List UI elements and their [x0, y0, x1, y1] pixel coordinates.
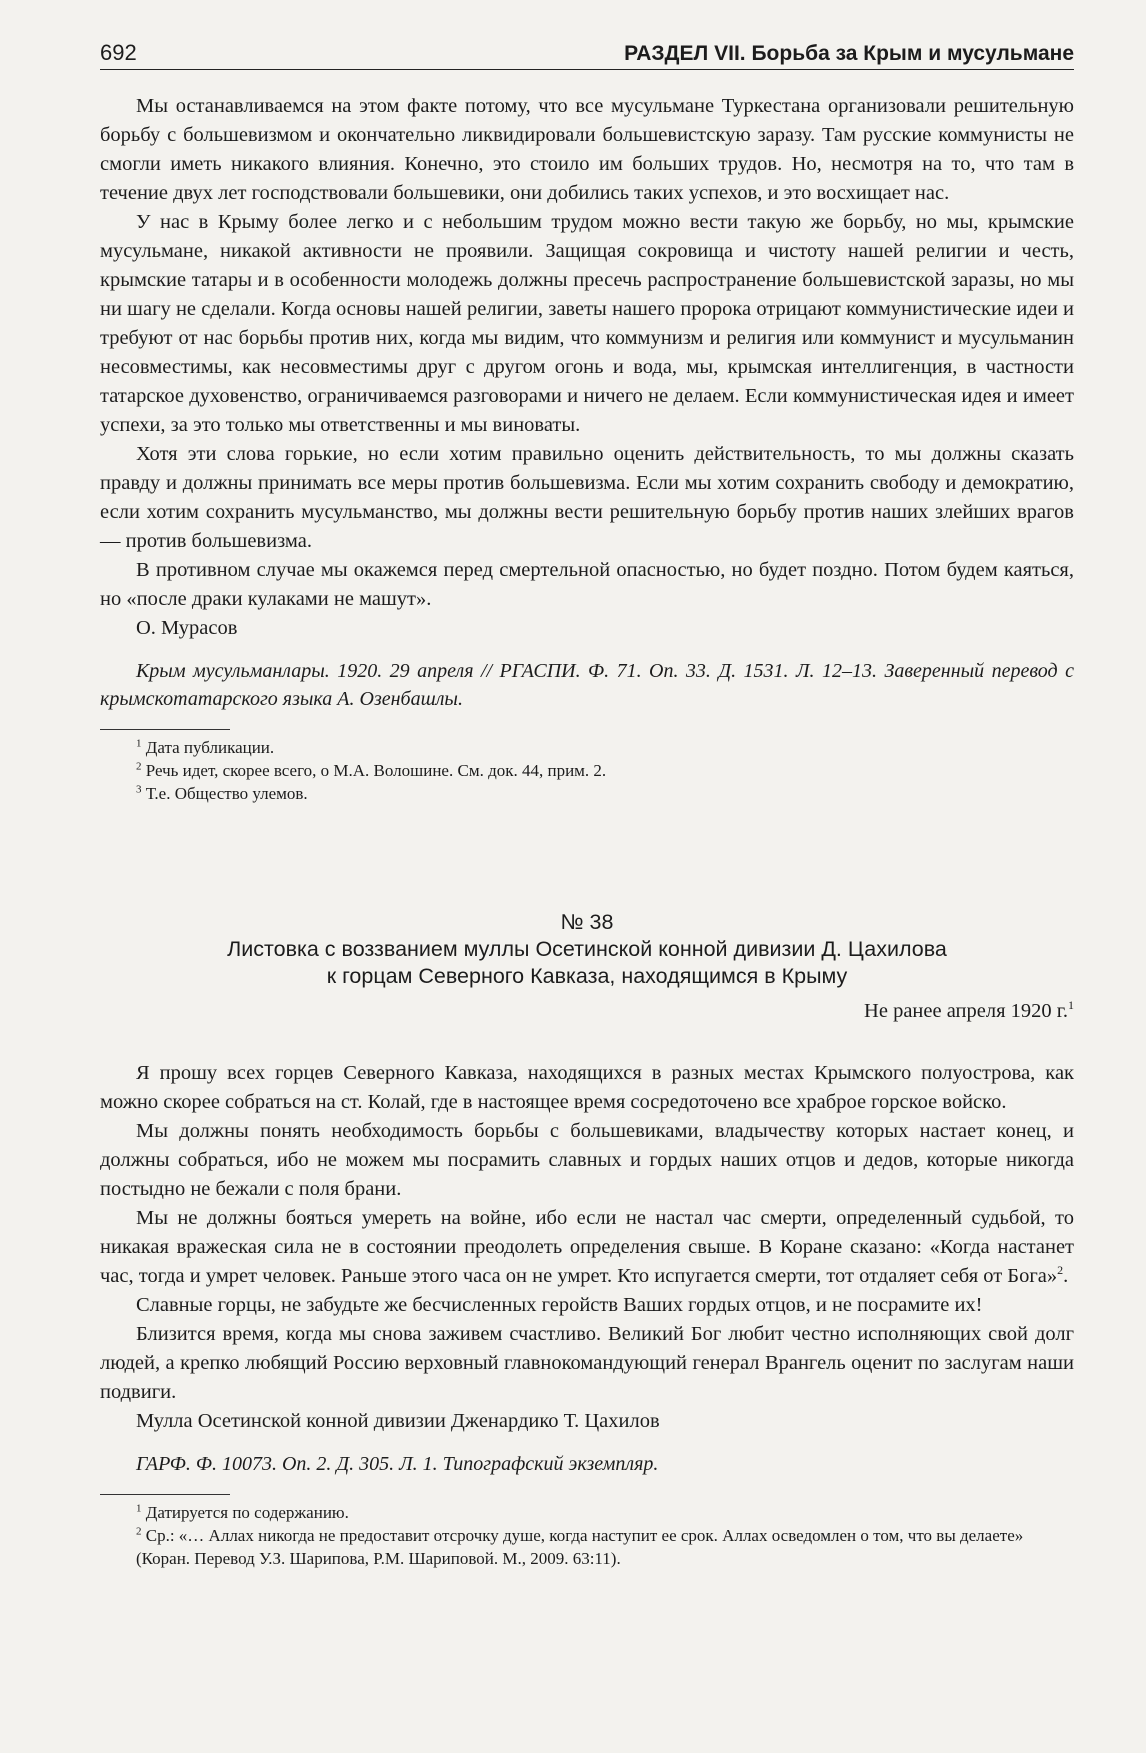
paragraph: Я прошу всех горцев Северного Кавказа, находящихся в разных местах Крымского полуострова, как можно скорее собраться на ст. Колай, где в настоящее время сосредоточено все храброе горское войско. [100, 1062, 1074, 1113]
previous-document-text [100, 92, 1074, 805]
footnote: $^3$ Т.е. Общество улемов. [136, 783, 308, 803]
footnote-divider [100, 1494, 230, 1495]
signature: Мулла Осетинской конной дивизии Дженардико Т. Цахилов [136, 1410, 660, 1432]
page-number: 692 [100, 40, 137, 65]
paragraph: Близится время, когда мы снова заживем счастливо. Великий Бог любит честно исполняющих свой долг людей, а крепко любящий Россию верховный главнокомандующий генерал Врангель оценит по заслугам наши подвиги. [100, 1323, 1074, 1403]
document-title-line: к горцам Северного Кавказа, находящимся в Крыму [326, 964, 848, 988]
document-title-line: Листовка с воззванием муллы Осетинской конной дивизии Д. Цахилова [227, 937, 947, 961]
paragraph: В противном случае мы окажемся перед смертельной опасностью, но будет поздно. Потом будем каяться, но «после драки кулаками не машут». [100, 559, 1074, 610]
paragraph: Мы останавливаемся на этом факте потому, что все мусульмане Туркестана организовали решительную борьбу с большевизмом и окончательно ликвидировали большевистскую заразу. Там русские коммунисты не смогли иметь никакого влияния. Конечно, это стоило им больших трудов. Но, несмотря на то, что там в течение двух лет господствовали большевики, они добились таких успехов, и это восхищает нас. [100, 95, 1074, 204]
paragraph: Мы не должны бояться умереть на войне, ибо если не настал час смерти, определенный судьбой, то никакая вражеская сила не в состоянии преодолеть определения свыше. В Коране сказано: «Когда настанет час, тогда и умрет человек. Раньше этого часа он не умрет. Кто испугается смерти, тот отдаляет себя от Бога»$^2$. [100, 1207, 1074, 1287]
archival-source: Крым мусульманлары. 1920. 29 апреля // РГАСПИ. Ф. 71. Оп. 33. Д. 1531. Л. 12–13. Заверенный перевод с крымскотатарского языка А. Озенбашлы. [100, 660, 1074, 710]
paragraph: Славные горцы, не забудьте же бесчисленных геройств Ваших гордых отцов, и не посрамите их! [136, 1294, 983, 1316]
running-head: РАЗДЕЛ VII. Борьба за Крым и мусульмане [624, 42, 1074, 65]
document-number: № 38 [560, 910, 614, 934]
footnote: $^1$ Дата публикации. [136, 737, 275, 757]
document-text [100, 1059, 1074, 1570]
footnote: $^1$ Датируется по содержанию. [136, 1502, 349, 1522]
footnote: $^2$ Ср.: «… Аллах никогда не предоставит отсрочку душе, когда наступит ее срок. Аллах осведомлен о том, что вы делаете» (Коран. Перевод У.З. Шарипова, Р.М. Шариповой. М., 2009. 63:11). [136, 1525, 1024, 1568]
signature: О. Мурасов [136, 617, 238, 639]
paragraph: Мы должны понять необходимость борьбы с большевиками, владычеству которых настает конец, и должны собраться, ибо не можем мы посрамить славных и гордых наших отцов и дедов, которые никогда постыдно не бежали с поля брани. [100, 1120, 1074, 1200]
document-heading [100, 909, 1074, 990]
page-header [100, 40, 1074, 70]
document-date: Не ранее апреля 1920 г.$^1$ [864, 998, 1074, 1022]
paragraph: Хотя эти слова горькие, но если хотим правильно оценить действительность, то мы должны сказать правду и должны принимать все меры против большевизма. Если мы хотим сохранить свободу и демократию, если хотим сохранить мусульманство, мы должны вести решительную борьбу против наших злейших врагов — против большевизма. [100, 443, 1074, 552]
footnote: $^2$ Речь идет, скорее всего, о М.А. Волошине. См. док. 44, прим. 2. [136, 760, 607, 780]
footnote-divider [100, 729, 230, 730]
archival-source: ГАРФ. Ф. 10073. Оп. 2. Д. 305. Л. 1. Типографский экземпляр. [136, 1453, 659, 1475]
paragraph: У нас в Крыму более легко и с небольшим трудом можно вести такую же борьбу, но мы, крымские мусульмане, никакой активности не проявили. Защищая сокровища и чистоту нашей религии и честь, крымские татары и в особенности молодежь должны пресечь распространение большевистской заразы, но мы ни шагу не сделали. Когда основы нашей религии, заветы нашего пророка отрицают коммунистические идеи и требуют от нас борьбы против них, когда мы видим, что коммунизм и религия или коммунист и мусульманин несовместимы, как несовместимы друг с другом огонь и вода, мы, крымская интеллигенция, в частности татарское духовенство, ограничиваемся разговорами и ничего не делаем. Если коммунистическая идея и имеет успехи, за это только мы ответственны и мы виноваты. [100, 211, 1074, 436]
